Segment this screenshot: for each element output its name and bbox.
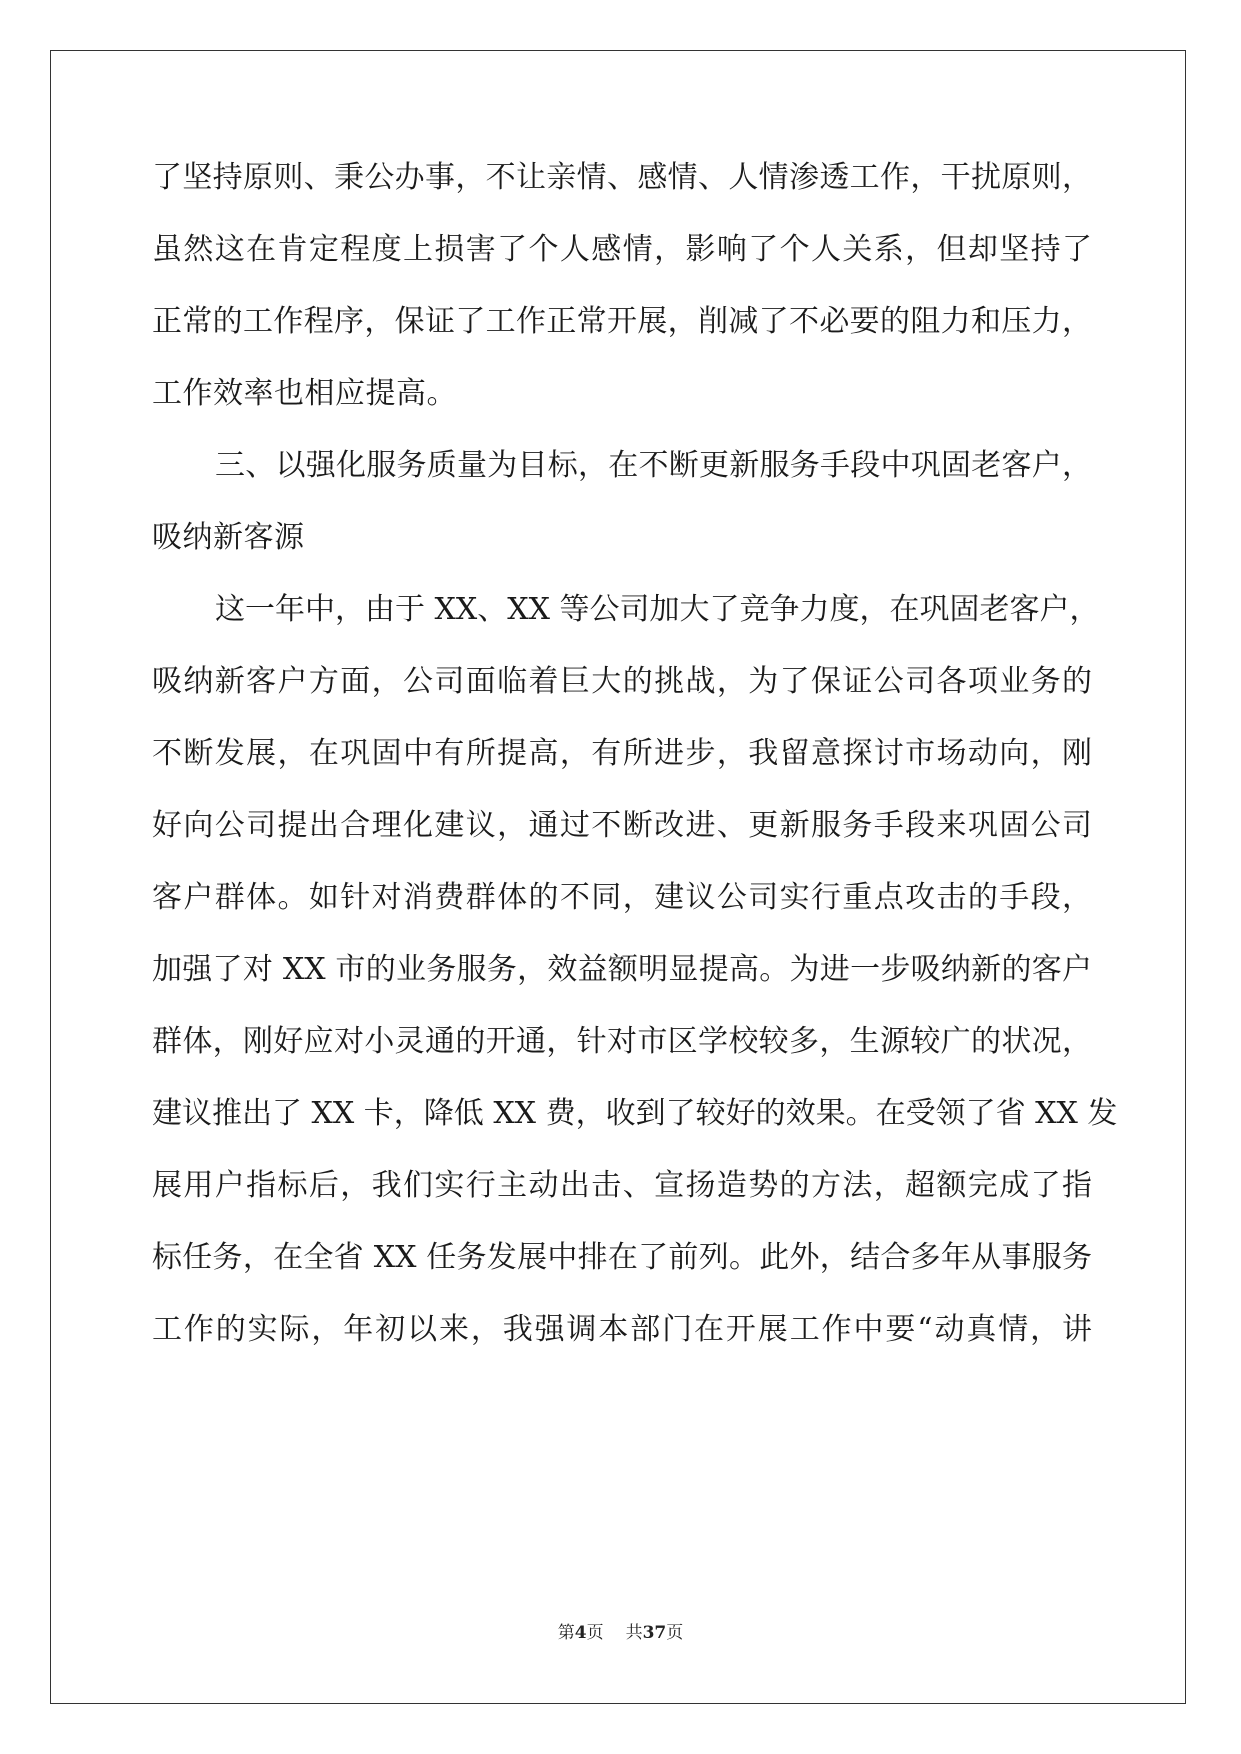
body-line: 好向公司提出合理化建议，通过不断改进、更新服务手段来巩固公司 <box>152 808 1092 843</box>
body-line: 客户群体。如针对消费群体的不同，建议公司实行重点攻击的手段， <box>152 880 1092 915</box>
paragraph-start: 这一年中，由于 XX、XX 等公司加大了竞争力度，在巩固老客户， <box>215 592 1100 627</box>
body-line: 工作效率也相应提高。 <box>152 376 457 411</box>
body-line: 吸纳新客户方面，公司面临着巨大的挑战，为了保证公司各项业务的 <box>152 664 1092 699</box>
total-prefix: 共 <box>625 1623 643 1643</box>
page-number: 4 <box>574 1623 587 1643</box>
body-line: 标任务，在全省 XX 任务发展中排在了前列。此外，结合多年从事服务 <box>152 1240 1092 1275</box>
total-suffix: 页 <box>666 1623 684 1643</box>
body-line: 展用户指标后，我们实行主动出击、宣扬造势的方法，超额完成了指 <box>152 1168 1092 1203</box>
page-border <box>50 50 1186 1704</box>
body-line: 群体，刚好应对小灵通的开通，针对市区学校较多，生源较广的状况， <box>152 1024 1092 1059</box>
body-line: 建议推出了 XX 卡，降低 XX 费，收到了较好的效果。在受领了省 XX 发 <box>152 1096 1118 1131</box>
page-footer <box>0 1618 1241 1643</box>
body-line: 不断发展，在巩固中有所提高，有所进步，我留意探讨市场动向，刚 <box>152 736 1092 771</box>
page-suffix: 页 <box>586 1623 604 1643</box>
section-heading: 三、以强化服务质量为目标，在不断更新服务手段中巩固老客户， <box>215 448 1092 483</box>
body-line: 虽然这在肯定程度上损害了个人感情，影响了个人关系，但却坚持了 <box>152 232 1092 267</box>
total-pages: 37 <box>642 1623 667 1643</box>
body-line: 加强了对 XX 市的业务服务，效益额明显提高。为进一步吸纳新的客户 <box>152 952 1092 987</box>
body-line: 了坚持原则、秉公办事，不让亲情、感情、人情渗透工作，干扰原则， <box>152 160 1092 195</box>
body-line: 工作的实际，年初以来，我强调本部门在开展工作中要“动真情，讲 <box>152 1312 1092 1347</box>
page-prefix: 第 <box>557 1623 575 1643</box>
body-line: 正常的工作程序，保证了工作正常开展，削减了不必要的阻力和压力， <box>152 304 1092 339</box>
section-heading-continued: 吸纳新客源 <box>152 520 305 555</box>
